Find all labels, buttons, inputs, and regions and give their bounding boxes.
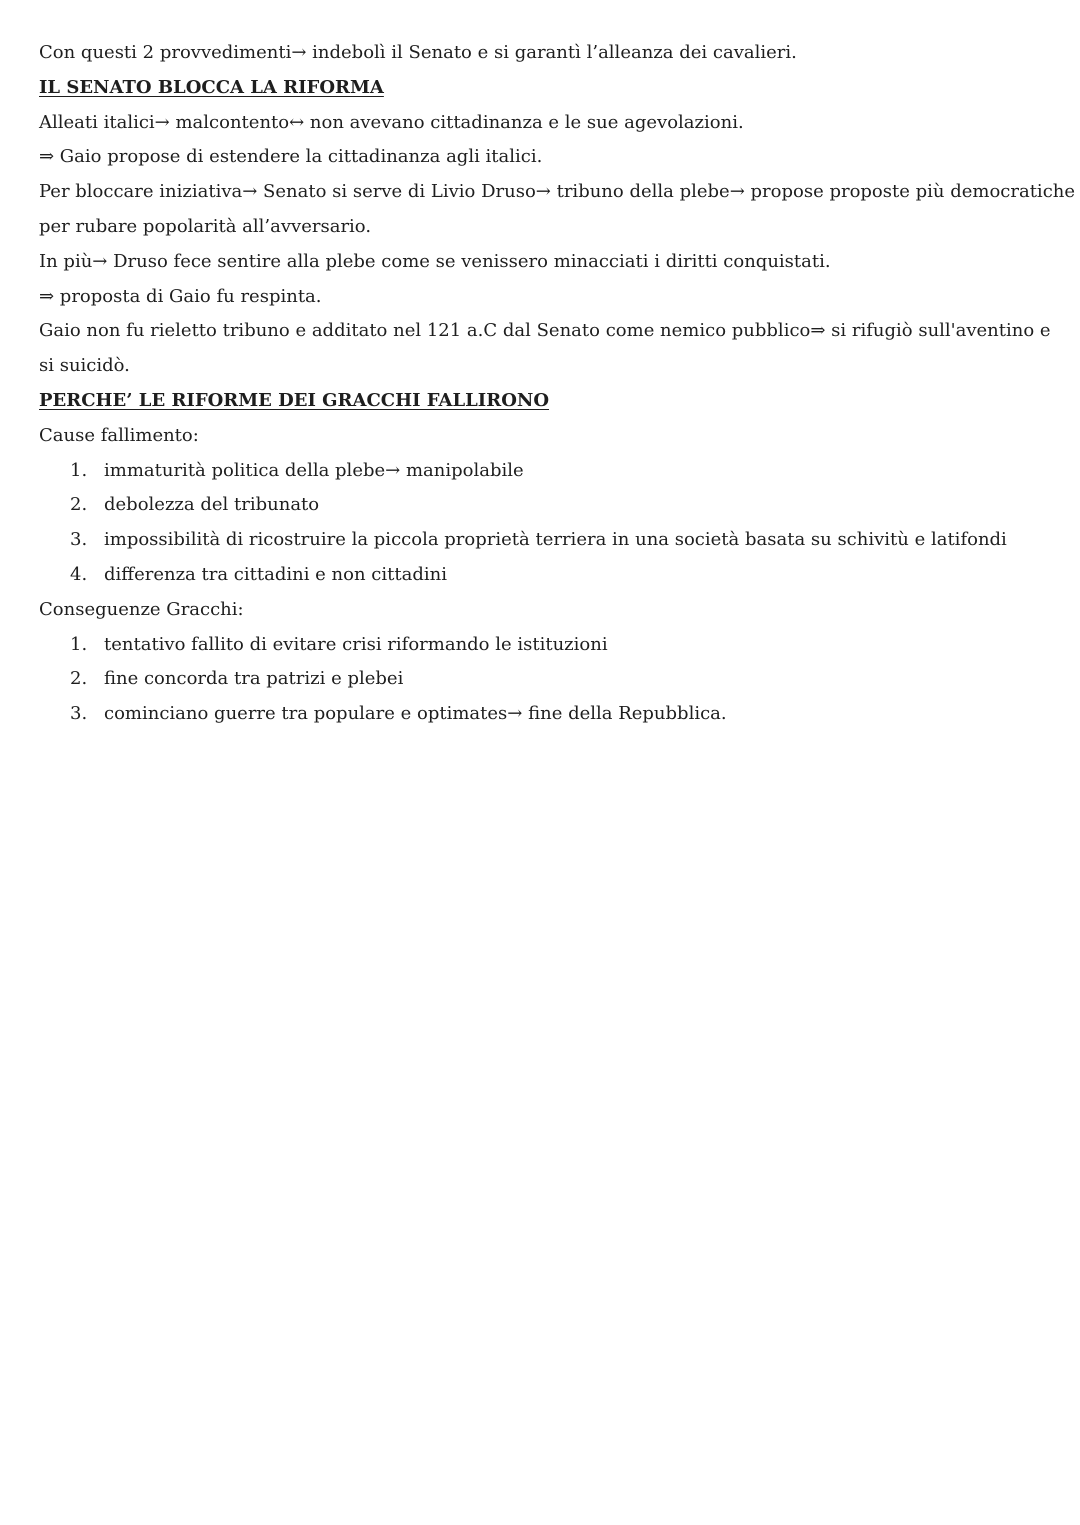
- list-item-text: differenza tra cittadini e non cittadini: [104, 563, 447, 585]
- list-number: 3.: [70, 529, 88, 551]
- causes-label: Cause fallimento:: [39, 424, 199, 446]
- list-item: [39, 662, 1049, 697]
- consequences-list: [39, 628, 1049, 732]
- consequences-label: Conseguenze Gracchi:: [39, 598, 244, 620]
- paragraph-line: Alleati italici→ malcontento↔ non avevano cittadinanza e le sue agevolazioni.: [39, 111, 744, 133]
- list-item: [39, 488, 1049, 523]
- list-item-text: cominciano guerre tra populare e optimates→ fine della Repubblica.: [104, 703, 727, 725]
- intro-line: Con questi 2 provvedimenti→ indebolì il Senato e si garantì l’alleanza dei cavalieri.: [39, 42, 797, 63]
- list-item: [39, 523, 1049, 558]
- paragraph-line: ⇒ proposta di Gaio fu respinta.: [39, 285, 322, 307]
- list-number: 4.: [70, 563, 88, 585]
- list-item-text: debolezza del tribunato: [104, 494, 320, 516]
- list-item: [39, 558, 1049, 593]
- list-number: 2.: [70, 494, 88, 516]
- list-number: 3.: [70, 703, 88, 725]
- list-item-text: impossibilità di ricostruire la piccola proprietà terriera in una società basata su schivitù e latifondi: [104, 529, 1007, 551]
- list-item-text: fine concorda tra patrizi e plebei: [104, 668, 404, 690]
- causes-list: [39, 454, 1049, 593]
- paragraph-line: si suicidò.: [39, 355, 130, 377]
- section-heading-senato: IL SENATO BLOCCA LA RIFORMA: [39, 76, 384, 98]
- paragraph-line: per rubare popolarità all’avversario.: [39, 215, 372, 237]
- paragraph-line: In più→ Druso fece sentire alla plebe come se venissero minacciati i diritti conquistati.: [39, 250, 831, 272]
- list-item: [39, 697, 1049, 732]
- list-item: [39, 454, 1049, 489]
- list-number: 1.: [70, 459, 88, 481]
- section-heading-gracchi: PERCHE’ LE RIFORME DEI GRACCHI FALLIRONO: [39, 389, 550, 411]
- paragraph-line: Per bloccare iniziativa→ Senato si serve di Livio Druso→ tribuno della plebe→ propose proposte più democratiche: [39, 181, 1076, 203]
- list-item: [39, 628, 1049, 663]
- list-number: 2.: [70, 668, 88, 690]
- list-item-text: immaturità politica della plebe→ manipolabile: [104, 459, 524, 481]
- paragraph-line: ⇒ Gaio propose di estendere la cittadinanza agli italici.: [39, 146, 543, 168]
- list-item-text: tentativo fallito di evitare crisi riformando le istituzioni: [104, 633, 608, 655]
- paragraph-line: Gaio non fu rieletto tribuno e additato nel 121 a.C dal Senato come nemico pubblico⇒ si rifugiò sull'aventino e: [39, 320, 1051, 342]
- document-page: [39, 36, 1076, 732]
- list-number: 1.: [70, 633, 88, 655]
